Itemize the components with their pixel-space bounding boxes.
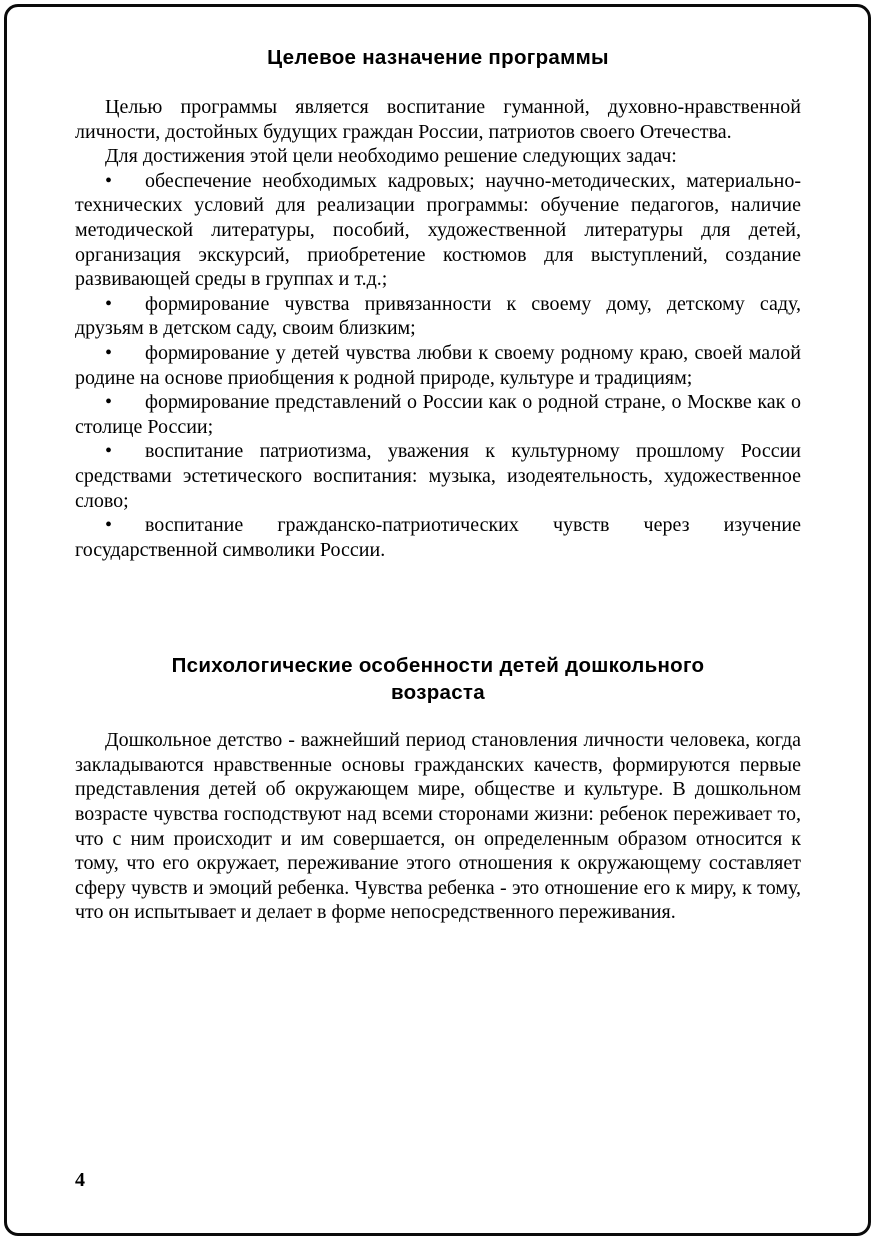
bullet-marker: • (105, 514, 113, 537)
page-number: 4 (75, 1169, 85, 1191)
bullet-item (75, 341, 801, 390)
paragraph: Дошкольное детство - важнейший период становления личности человека, когда закладываются нравственные основы гражданских качеств, формируются первые представления детей об окружающем мире, обществе и культуре. В дошкольном возрасте чувства господствуют над всеми сторонами жизни: ребенок переживает то, что с ним происходит и им совершается, он определенным образом относится к тому, что его окружает, переживание этого отношения к окружающему составляет сферу чувств и эмоций ребенка. Чувства ребенка - это отношение его к миру, к тому, что он испытывает и делает в форме непосредственного переживания. (75, 729, 801, 924)
bullet-item (75, 439, 801, 513)
section-heading-psychological-features: Психологические особенности детей дошкольного возраста (171, 654, 705, 705)
bullet-marker: • (105, 292, 113, 315)
bullet-item (75, 513, 801, 562)
bullet-text: формирование представлений о России как о родной стране, о Москве как о столице России; (75, 391, 801, 438)
bullet-text: формирование чувства привязанности к своему дому, детскому саду, друзьям в детском саду, своим близким; (75, 292, 801, 340)
bullet-marker: • (105, 440, 113, 463)
bullet-marker: • (105, 341, 113, 364)
section-heading-program-purpose: Целевое назначение программы (267, 46, 609, 69)
paragraph: Для достижения этой цели необходимо решение следующих задач: (105, 145, 677, 168)
bullet-text: воспитание патриотизма, уважения к культурному прошлому России средствами эстетического воспитания: музыка, изодеятельность, художественное слово; (75, 440, 801, 512)
bullet-marker: • (105, 169, 113, 192)
bullet-text: воспитание гражданско-патриотических чувств через изучение государственной символики России. (75, 514, 801, 561)
bullet-item (75, 292, 801, 341)
document-page (75, 44, 801, 925)
bullet-item (75, 169, 801, 292)
bullet-text: формирование у детей чувства любви к своему родному краю, своей малой родине на основе приобщения к родной природе, культуре и традициям; (75, 341, 801, 389)
bullet-item (75, 390, 801, 439)
bullet-text: обеспечение необходимых кадровых; научно-методических, материально-технических условий для реализации программы: обучение педагогов, наличие методической литературы, пособий, художественной литературы для детей, организация экскурсий, приобретение костюмов для выступлений, создание развивающей среды в группах и т.д.; (75, 169, 801, 291)
paragraph: Целью программы является воспитание гуманной, духовно-нравственной личности, достойных будущих граждан России, патриотов своего Отечества. (75, 96, 801, 143)
bullet-marker: • (105, 391, 113, 414)
